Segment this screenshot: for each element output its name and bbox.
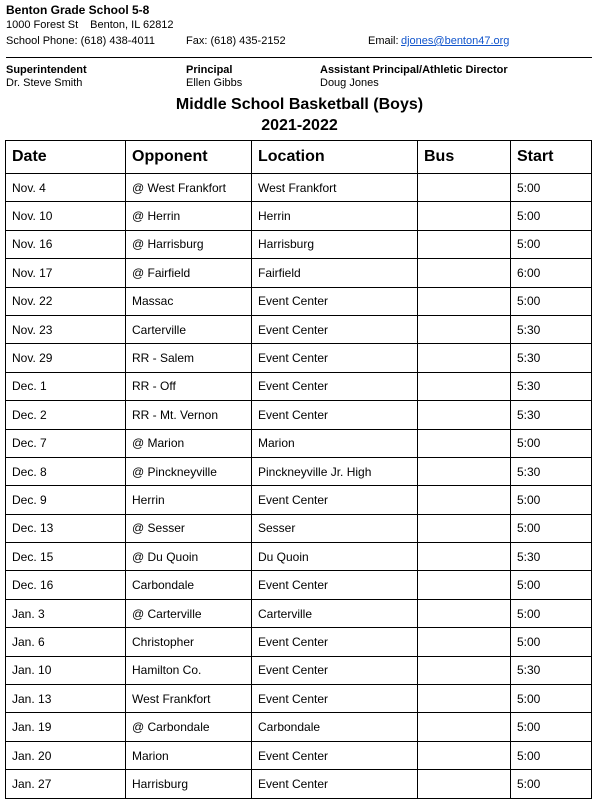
- cell-opponent: @ Du Quoin: [126, 543, 252, 571]
- street-address: 1000 Forest St: [6, 19, 79, 31]
- table-row: [6, 571, 592, 599]
- column-header-start: Start: [511, 141, 592, 174]
- cell-start: 5:30: [511, 656, 592, 684]
- cell-bus: [418, 287, 511, 315]
- cell-location: Event Center: [252, 287, 418, 315]
- table-row: [6, 202, 592, 230]
- cell-bus: [418, 372, 511, 400]
- cell-start: 5:30: [511, 401, 592, 429]
- cell-date: Nov. 16: [6, 230, 126, 258]
- column-header-date: Date: [6, 141, 126, 174]
- table-row: [6, 514, 592, 542]
- column-header-bus: Bus: [418, 141, 511, 174]
- cell-date: Jan. 6: [6, 628, 126, 656]
- cell-opponent: Marion: [126, 741, 252, 769]
- cell-date: Dec. 13: [6, 514, 126, 542]
- staff-name: Doug Jones: [320, 77, 379, 89]
- schedule-table: [5, 140, 592, 799]
- cell-opponent: West Frankfort: [126, 685, 252, 713]
- cell-location: West Frankfort: [252, 174, 418, 202]
- table-row: [6, 174, 592, 202]
- cell-location: Marion: [252, 429, 418, 457]
- cell-date: Jan. 20: [6, 741, 126, 769]
- cell-date: Jan. 13: [6, 685, 126, 713]
- table-row: [6, 628, 592, 656]
- table-row: [6, 259, 592, 287]
- cell-opponent: Harrisburg: [126, 770, 252, 798]
- cell-bus: [418, 344, 511, 372]
- cell-start: 5:30: [511, 315, 592, 343]
- table-row: [6, 599, 592, 627]
- cell-location: Event Center: [252, 344, 418, 372]
- cell-opponent: Carbondale: [126, 571, 252, 599]
- email-link[interactable]: djones@benton47.org: [401, 35, 510, 47]
- cell-location: Du Quoin: [252, 543, 418, 571]
- cell-date: Nov. 10: [6, 202, 126, 230]
- cell-start: 5:00: [511, 174, 592, 202]
- header-divider: [6, 57, 592, 58]
- school-phone: School Phone: (618) 438-4011: [6, 35, 156, 47]
- cell-opponent: @ Carbondale: [126, 713, 252, 741]
- cell-start: 5:00: [511, 230, 592, 258]
- cell-date: Dec. 1: [6, 372, 126, 400]
- cell-bus: [418, 202, 511, 230]
- fax-number: Fax: (618) 435-2152: [186, 35, 286, 47]
- cell-bus: [418, 685, 511, 713]
- cell-start: 5:00: [511, 571, 592, 599]
- cell-bus: [418, 174, 511, 202]
- cell-bus: [418, 429, 511, 457]
- cell-start: 5:00: [511, 429, 592, 457]
- cell-location: Sesser: [252, 514, 418, 542]
- table-row: [6, 741, 592, 769]
- table-row: [6, 713, 592, 741]
- cell-date: Dec. 2: [6, 401, 126, 429]
- column-header-location: Location: [252, 141, 418, 174]
- cell-location: Event Center: [252, 628, 418, 656]
- staff-name: Ellen Gibbs: [186, 77, 243, 89]
- cell-location: Event Center: [252, 372, 418, 400]
- cell-opponent: @ Pinckneyville: [126, 457, 252, 485]
- cell-opponent: Hamilton Co.: [126, 656, 252, 684]
- cell-date: Jan. 3: [6, 599, 126, 627]
- cell-location: Harrisburg: [252, 230, 418, 258]
- contact-line: [6, 35, 596, 49]
- cell-location: Event Center: [252, 685, 418, 713]
- cell-location: Event Center: [252, 315, 418, 343]
- cell-start: 5:00: [511, 685, 592, 713]
- table-row: [6, 287, 592, 315]
- cell-location: Event Center: [252, 770, 418, 798]
- cell-bus: [418, 599, 511, 627]
- cell-start: 5:00: [511, 599, 592, 627]
- cell-opponent: Carterville: [126, 315, 252, 343]
- table-header-row: [6, 141, 592, 174]
- cell-opponent: RR - Mt. Vernon: [126, 401, 252, 429]
- cell-date: Jan. 27: [6, 770, 126, 798]
- cell-date: Nov. 29: [6, 344, 126, 372]
- table-row: [6, 543, 592, 571]
- column-header-opponent: Opponent: [126, 141, 252, 174]
- cell-date: Dec. 15: [6, 543, 126, 571]
- cell-location: Event Center: [252, 486, 418, 514]
- cell-date: Nov. 4: [6, 174, 126, 202]
- cell-start: 5:00: [511, 713, 592, 741]
- document-title: Middle School Basketball (Boys): [175, 96, 424, 113]
- table-row: [6, 656, 592, 684]
- cell-date: Dec. 8: [6, 457, 126, 485]
- cell-location: Fairfield: [252, 259, 418, 287]
- staff-assistant-principal: [320, 64, 508, 89]
- cell-opponent: @ West Frankfort: [126, 174, 252, 202]
- cell-date: Nov. 17: [6, 259, 126, 287]
- cell-opponent: Herrin: [126, 486, 252, 514]
- cell-bus: [418, 571, 511, 599]
- cell-bus: [418, 514, 511, 542]
- staff-role: Principal: [186, 64, 233, 76]
- cell-opponent: @ Herrin: [126, 202, 252, 230]
- cell-start: 5:00: [511, 741, 592, 769]
- email-label: Email:: [368, 35, 399, 47]
- staff-superintendent: [6, 64, 87, 89]
- staff-role: Assistant Principal/Athletic Director: [320, 64, 508, 76]
- cell-date: Dec. 7: [6, 429, 126, 457]
- table-row: [6, 401, 592, 429]
- cell-start: 5:00: [511, 514, 592, 542]
- cell-bus: [418, 259, 511, 287]
- cell-location: Herrin: [252, 202, 418, 230]
- staff-name: Dr. Steve Smith: [6, 77, 83, 89]
- cell-opponent: @ Carterville: [126, 599, 252, 627]
- table-row: [6, 344, 592, 372]
- cell-start: 5:30: [511, 457, 592, 485]
- cell-opponent: RR - Off: [126, 372, 252, 400]
- cell-start: 5:00: [511, 486, 592, 514]
- cell-location: Event Center: [252, 656, 418, 684]
- cell-opponent: Massac: [126, 287, 252, 315]
- cell-date: Dec. 16: [6, 571, 126, 599]
- table-row: [6, 770, 592, 798]
- season-label: 2021-2022: [261, 117, 338, 134]
- table-row: [6, 230, 592, 258]
- cell-bus: [418, 230, 511, 258]
- cell-date: Nov. 23: [6, 315, 126, 343]
- cell-bus: [418, 770, 511, 798]
- cell-location: Carterville: [252, 599, 418, 627]
- table-row: [6, 315, 592, 343]
- cell-start: 5:00: [511, 770, 592, 798]
- cell-bus: [418, 486, 511, 514]
- cell-bus: [418, 543, 511, 571]
- cell-opponent: @ Harrisburg: [126, 230, 252, 258]
- cell-date: Nov. 22: [6, 287, 126, 315]
- cell-date: Jan. 19: [6, 713, 126, 741]
- cell-start: 6:00: [511, 259, 592, 287]
- cell-location: Pinckneyville Jr. High: [252, 457, 418, 485]
- city-state-zip: Benton, IL 62812: [90, 19, 174, 31]
- cell-opponent: @ Fairfield: [126, 259, 252, 287]
- cell-start: 5:30: [511, 543, 592, 571]
- table-row: [6, 486, 592, 514]
- cell-bus: [418, 628, 511, 656]
- cell-start: 5:30: [511, 372, 592, 400]
- school-name: Benton Grade School 5-8: [6, 3, 150, 17]
- table-row: [6, 457, 592, 485]
- staff-role: Superintendent: [6, 64, 87, 76]
- cell-start: 5:00: [511, 287, 592, 315]
- cell-start: 5:30: [511, 344, 592, 372]
- cell-opponent: @ Marion: [126, 429, 252, 457]
- cell-bus: [418, 315, 511, 343]
- cell-bus: [418, 401, 511, 429]
- cell-opponent: RR - Salem: [126, 344, 252, 372]
- school-address: [6, 19, 174, 31]
- staff-principal: [186, 64, 242, 89]
- cell-opponent: Christopher: [126, 628, 252, 656]
- cell-date: Jan. 10: [6, 656, 126, 684]
- cell-bus: [418, 457, 511, 485]
- cell-bus: [418, 713, 511, 741]
- table-row: [6, 372, 592, 400]
- cell-start: 5:00: [511, 628, 592, 656]
- cell-location: Event Center: [252, 741, 418, 769]
- cell-location: Event Center: [252, 571, 418, 599]
- cell-bus: [418, 741, 511, 769]
- cell-start: 5:00: [511, 202, 592, 230]
- schedule-body: [6, 174, 592, 799]
- table-row: [6, 685, 592, 713]
- cell-location: Carbondale: [252, 713, 418, 741]
- cell-bus: [418, 656, 511, 684]
- cell-opponent: @ Sesser: [126, 514, 252, 542]
- cell-date: Dec. 9: [6, 486, 126, 514]
- table-row: [6, 429, 592, 457]
- cell-location: Event Center: [252, 401, 418, 429]
